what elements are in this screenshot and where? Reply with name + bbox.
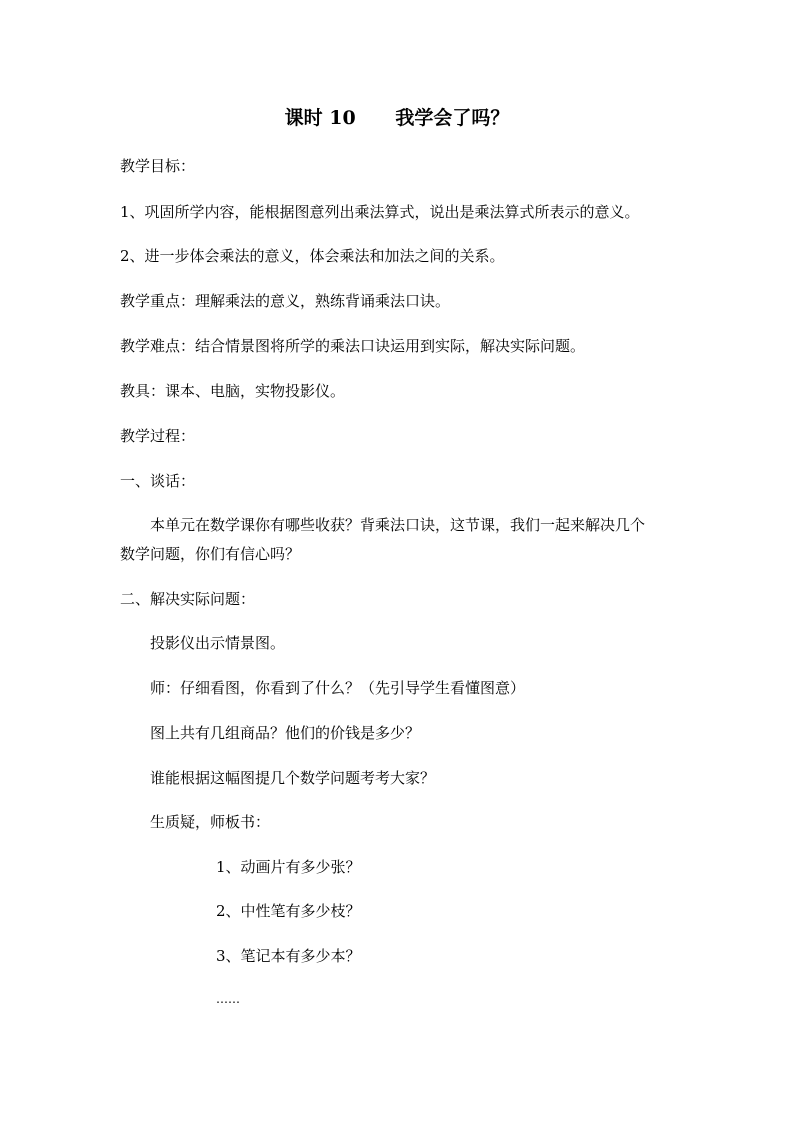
board-question-3: 3、笔记本有多少本？ xyxy=(216,947,361,965)
board-question-2: 2、中性笔有多少枝？ xyxy=(216,902,361,920)
page-title: 课时 10 我学会了吗？ xyxy=(284,107,510,129)
goal-item-2: 2、进一步体会乘法的意义，体会乘法和加法之间的关系。 xyxy=(120,247,505,265)
section-1-paragraph-line-2: 数学问题，你们有信心吗？ xyxy=(120,545,301,563)
section-2-line-1: 投影仪出示情景图。 xyxy=(150,634,286,652)
section-2-line-4: 谁能根据这幅图提几个数学问题考考大家？ xyxy=(150,769,436,787)
ellipsis: …… xyxy=(216,992,240,1006)
section-1-heading: 一、谈话： xyxy=(120,472,196,490)
section-2-line-3: 图上共有几组商品？他们的价钱是多少？ xyxy=(150,724,421,742)
section-2-line-5: 生质疑，师板书： xyxy=(150,813,271,831)
teaching-tools: 教具：课本、电脑，实物投影仪。 xyxy=(120,382,346,400)
goal-item-1: 1、巩固所学内容，能根据图意列出乘法算式，说出是乘法算式所表示的意义。 xyxy=(120,203,640,221)
difficulty: 教学难点：结合情景图将所学的乘法口诀运用到实际，解决实际问题。 xyxy=(120,337,586,355)
process-heading: 教学过程： xyxy=(120,427,196,445)
section-2-heading: 二、解决实际问题： xyxy=(120,590,256,608)
key-point: 教学重点：理解乘法的意义，熟练背诵乘法口诀。 xyxy=(120,292,451,310)
section-2-line-2: 师：仔细看图，你看到了什么？（先引导学生看懂图意） xyxy=(150,679,526,697)
board-question-1: 1、动画片有多少张？ xyxy=(216,858,361,876)
section-1-paragraph-line-1: 本单元在数学课你有哪些收获？背乘法口诀，这节课，我们一起来解决几个 xyxy=(150,516,646,534)
goals-heading: 教学目标： xyxy=(120,157,196,175)
